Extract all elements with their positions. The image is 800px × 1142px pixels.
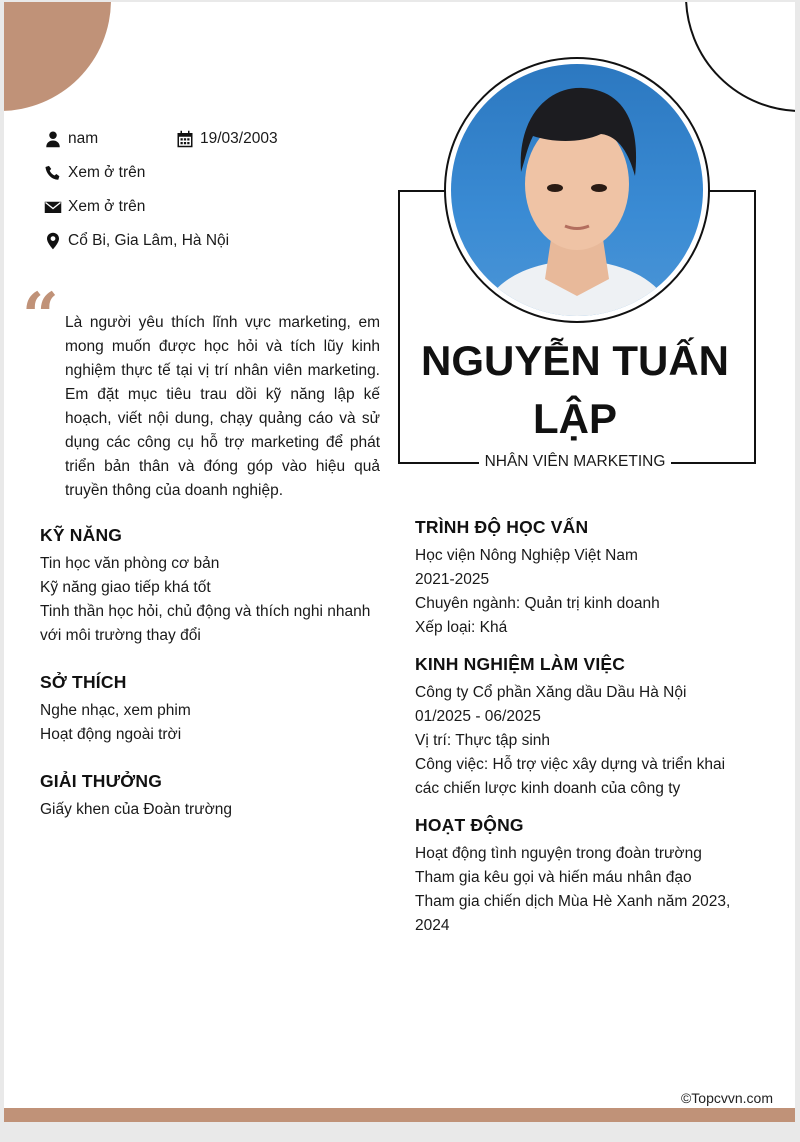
experience-item: các chiến lược kinh doanh của công ty [415,780,681,797]
full-name [400,332,750,448]
experience-heading: KINH NGHIỆM LÀM VIỆC [415,654,626,674]
experience-item: Công việc: Hỗ trợ việc xây dựng và triển khai [415,756,726,773]
education-item: 2021-2025 [415,571,490,588]
education-heading: TRÌNH ĐỘ HỌC VẤN [415,517,589,537]
education-section [415,517,760,640]
job-title-text: NHÂN VIÊN MARKETING [479,453,672,470]
skill-item: Kỹ năng giao tiếp khá tốt [40,579,211,596]
location-icon [44,232,62,250]
avatar [451,64,703,316]
quote-icon: “ [22,279,59,354]
frame-top-left [400,190,447,192]
user-icon [44,130,62,148]
activities-section [415,815,760,938]
footer-bar [4,1108,795,1122]
copyright-text: ©Topcvvn.com [680,1090,773,1106]
activity-item: Tham gia kêu gọi và hiến máu nhân đạo [415,869,692,886]
contact-address [44,232,229,250]
hobbies-section [40,672,385,747]
cv-page [4,2,795,1122]
skills-section [40,525,385,648]
phone-icon [44,164,62,182]
contact-phone [44,164,145,182]
activity-item: 2024 [415,917,450,934]
education-item: Xếp loại: Khá [415,619,508,636]
skills-heading: KỸ NĂNG [40,525,123,545]
gender-text: nam [68,130,99,147]
awards-section [40,771,385,822]
name-line-2: LẬP [533,395,617,442]
award-item: Giấy khen của Đoàn trường [40,801,233,818]
calendar-icon [176,130,194,148]
activities-heading: HOẠT ĐỘNG [415,815,524,835]
experience-item: Công ty Cổ phần Xăng dầu Dầu Hà Nội [415,684,687,701]
decorative-quarter-circle [4,2,111,111]
hobbies-heading: SỞ THÍCH [40,672,127,692]
mail-icon [44,198,62,216]
education-item: Học viện Nông Nghiệp Việt Nam [415,547,638,564]
birthdate-text: 19/03/2003 [200,130,278,147]
job-title [400,453,750,471]
hobby-item: Hoạt động ngoài trời [40,726,182,743]
activity-item: Tham gia chiến dịch Mùa Hè Xanh năm 2023, [415,893,731,910]
contact-birthdate [176,130,278,148]
experience-item: Vị trí: Thực tập sinh [415,732,551,749]
experience-section [415,654,760,801]
address-text: Cổ Bi, Gia Lâm, Hà Nội [68,232,230,249]
education-item: Chuyên ngành: Quản trị kinh doanh [415,595,660,612]
awards-heading: GIẢI THƯỞNG [40,771,163,791]
decorative-ring [685,2,795,112]
name-line-1: NGUYỄN TUẤN [420,337,729,384]
email-text: Xem ở trên [68,198,146,215]
contact-email [44,198,145,216]
phone-text: Xem ở trên [68,164,146,181]
hobby-item: Nghe nhạc, xem phim [40,702,191,719]
experience-item: 01/2025 - 06/2025 [415,708,541,725]
contact-gender [44,130,98,148]
skill-item: Tinh thần học hỏi, chủ động và thích nghi nhanh [40,603,371,620]
activity-item: Hoạt động tình nguyện trong đoàn trường [415,845,702,862]
career-objective: Là người yêu thích lĩnh vực marketing, em mong muốn được học hỏi và tích lũy kinh nghiệm thực tế tại vị trí nhân viên marketing. Em đặt mục tiêu trau dồi kỹ năng lập kế hoạch, viết nội dung, chạy quảng cáo và sử dụng các công cụ hỗ trợ marketing để phát triển bản thân và đóng góp vào hiệu quả truyền thông của doanh nghiệp. [65,314,380,499]
skill-item: Tin học văn phòng cơ bản [40,555,220,572]
frame-top-right [707,190,754,192]
skill-item: với môi trường thay đổi [40,627,201,644]
